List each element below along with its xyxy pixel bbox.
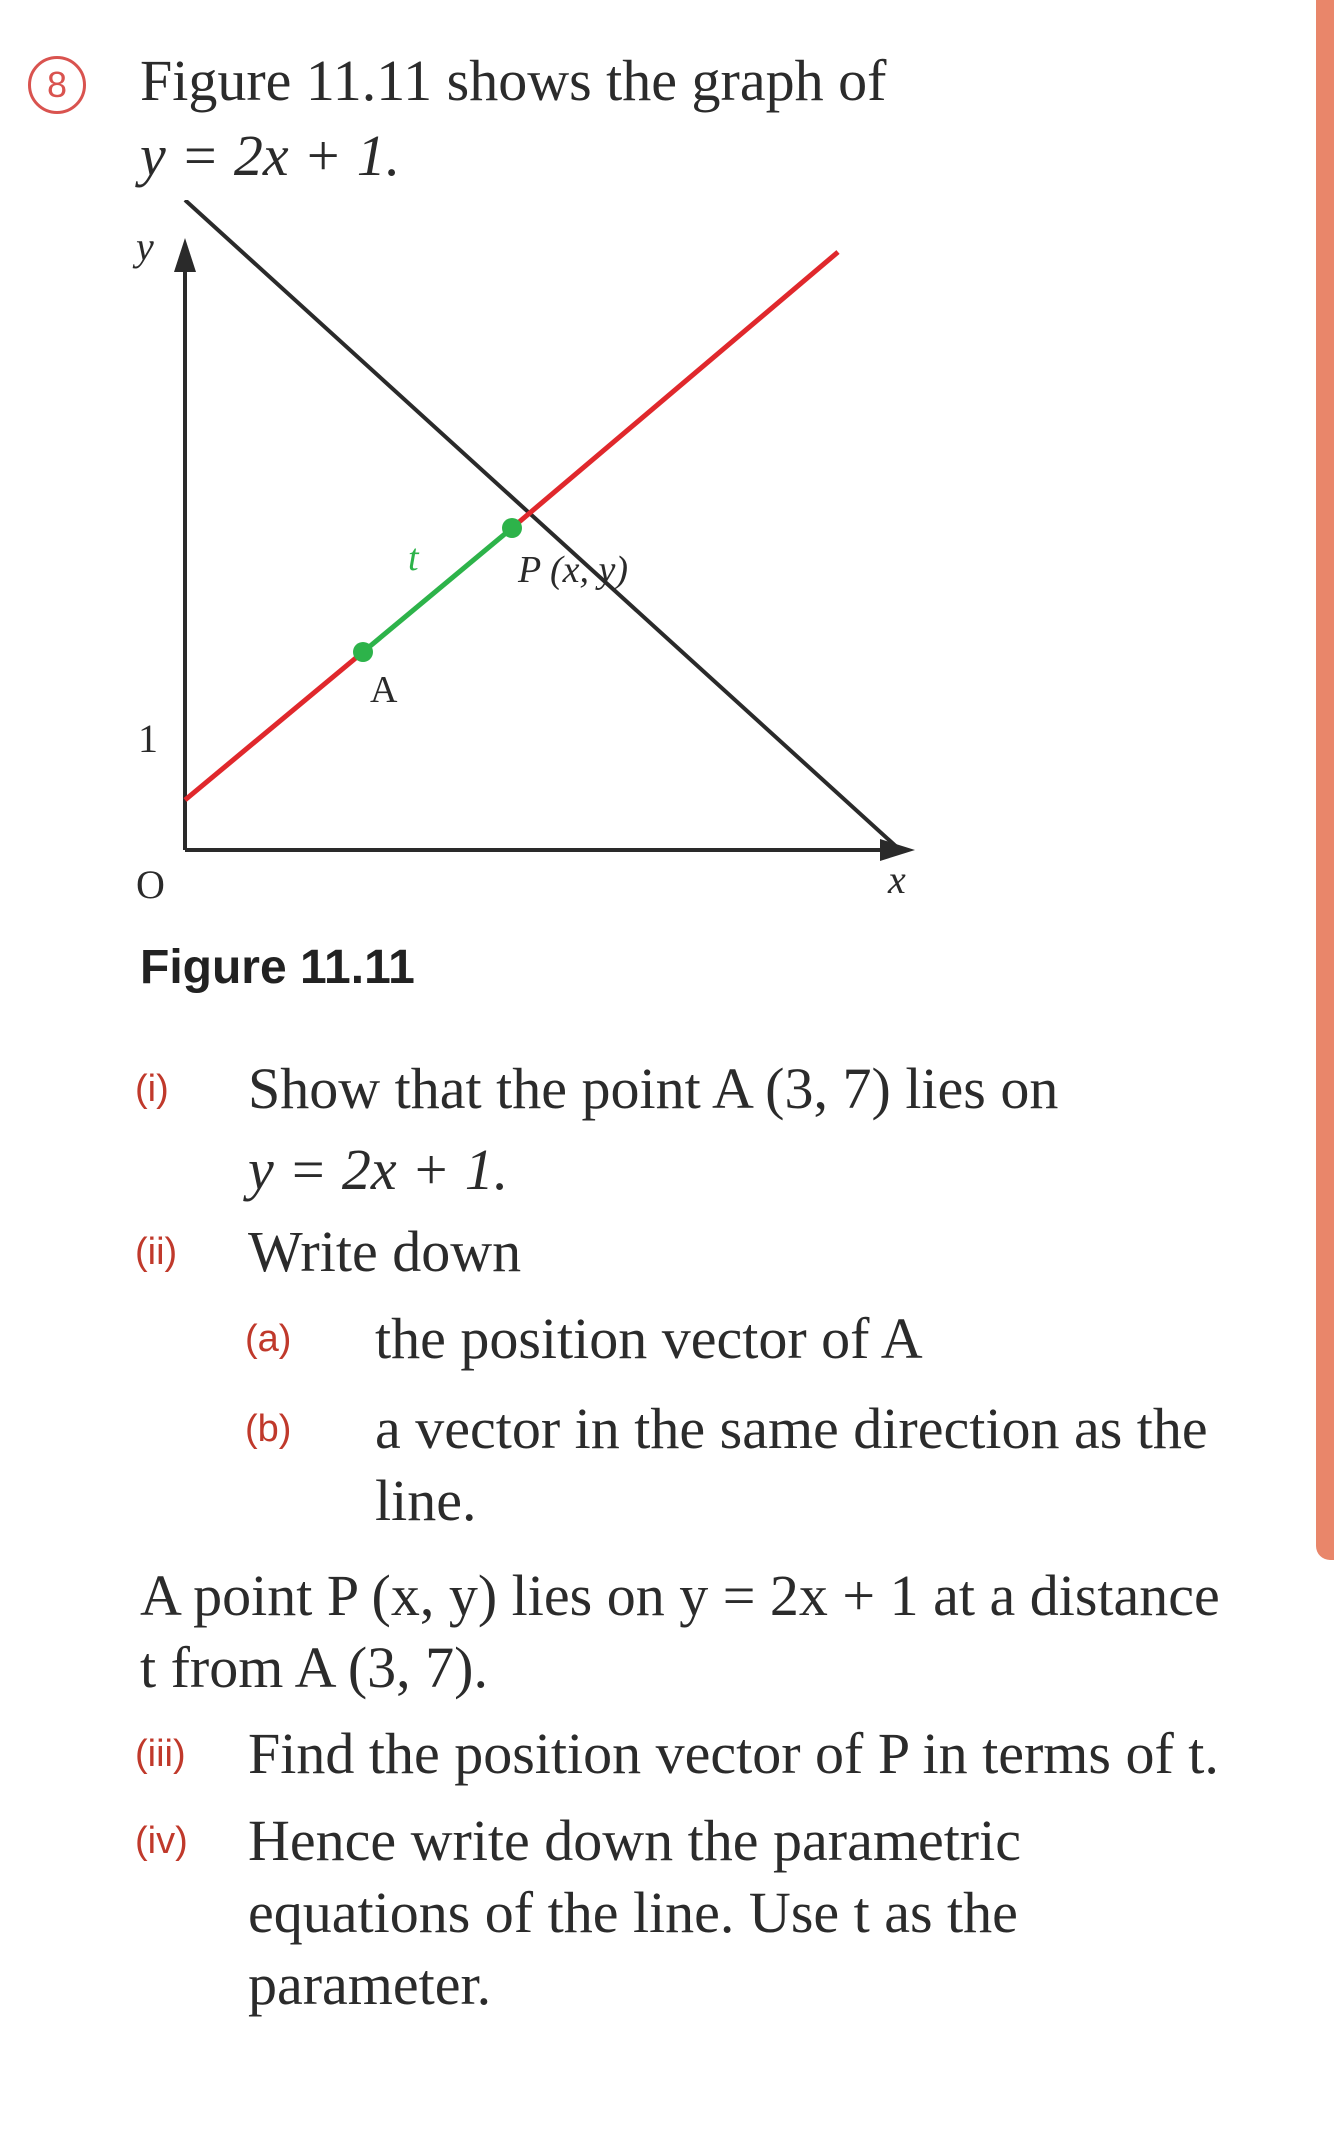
part-iv-label: (iv) <box>135 1820 188 1862</box>
segment-a-to-p <box>363 528 512 652</box>
part-iii-label: (iii) <box>135 1733 186 1775</box>
y-axis-label: y <box>136 224 154 269</box>
point-a-label: A <box>370 669 398 711</box>
y-axis-arrow <box>174 238 196 272</box>
part-iv-text-line3: parameter. <box>248 1952 492 2017</box>
part-i-text-line1: Show that the point A (3, 7) lies on <box>248 1056 1059 1121</box>
figure-graph <box>0 200 1000 920</box>
question-intro-line2: y = 2x + 1. <box>140 123 401 188</box>
paragraph-line2: t from A (3, 7). <box>140 1635 488 1700</box>
paragraph-line1: A point P (x, y) lies on y = 2x + 1 at a distance <box>140 1563 1220 1628</box>
part-i-text-line2: y = 2x + 1. <box>248 1137 509 1202</box>
x-axis-label: x <box>888 857 906 902</box>
question-number-badge: 8 <box>28 56 86 114</box>
distance-t-label: t <box>408 537 419 579</box>
y-intercept-label: 1 <box>138 716 158 761</box>
graph-line-lower <box>185 652 363 800</box>
part-i-label: (i) <box>135 1068 169 1110</box>
part-ii-label: (ii) <box>135 1231 178 1273</box>
point-a <box>353 642 373 662</box>
part-iii-text: Find the position vector of P in terms of t. <box>248 1721 1219 1786</box>
part-iv-text-line1: Hence write down the parametric <box>248 1808 1021 1873</box>
x-axis <box>185 200 900 850</box>
part-ii-text: Write down <box>248 1219 522 1284</box>
part-b-text-line2: line. <box>375 1468 477 1533</box>
page-edge-accent <box>1316 0 1334 1560</box>
part-iv-text-line2: equations of the line. Use t as the <box>248 1880 1018 1945</box>
point-p <box>502 518 522 538</box>
origin-label: O <box>136 862 165 907</box>
part-a-label: (a) <box>245 1318 292 1360</box>
figure-caption: Figure 11.11 <box>140 941 415 994</box>
part-a-text: the position vector of A <box>375 1306 923 1371</box>
graph-line-upper <box>512 252 838 528</box>
part-b-label: (b) <box>245 1408 292 1450</box>
part-b-text-line1: a vector in the same direction as the <box>375 1396 1208 1461</box>
question-intro-line1: Figure 11.11 shows the graph of <box>140 48 887 113</box>
point-p-label: P (x, y) <box>518 549 629 591</box>
